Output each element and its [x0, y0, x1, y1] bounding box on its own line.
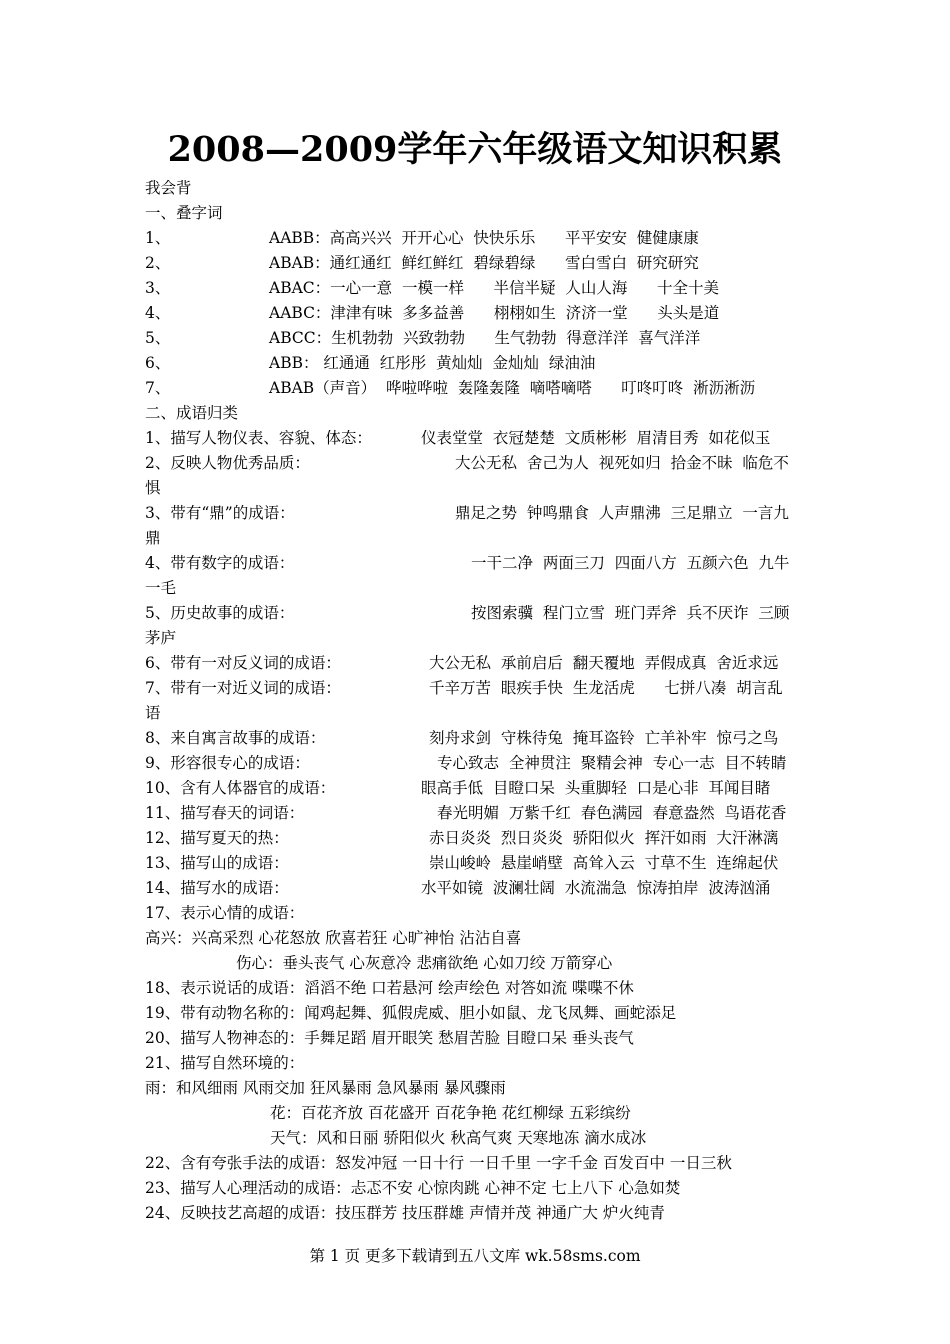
idiom-category	[145, 601, 810, 626]
idiom-category	[145, 776, 810, 801]
item-number: 1、	[145, 229, 171, 247]
item-number: 5、	[145, 329, 171, 347]
idiom-category	[145, 751, 810, 776]
item-text: ABB： 红通通 红彤彤 黄灿灿 金灿灿 绿油油	[269, 354, 596, 372]
page-footer: 第 1 页 更多下载请到五八文库 wk.58sms.com	[309, 1247, 641, 1265]
list-item	[145, 276, 810, 301]
text-line: 伤心：垂头丧气 心灰意冷 悲痛欲绝 心如刀绞 万箭穿心	[236, 954, 613, 972]
item-text: ABAB（声音） 哗啦哗啦 轰隆轰隆 嘀嗒嘀嗒 叮咚叮咚 淅沥淅沥	[269, 379, 756, 397]
idiom-category	[145, 676, 810, 701]
category-words: 一干二净 两面三刀 四面八方 五颜六色 九牛	[471, 554, 790, 572]
idiom-category	[145, 426, 810, 451]
category-words: 千辛万苦 眼疾手快 生龙活虎 七拼八凑 胡言乱	[429, 679, 783, 697]
section2-heading: 二、成语归类	[145, 404, 239, 422]
category-label: 13、描写山的成语：	[145, 854, 289, 872]
text-line: 雨：和风细雨 风雨交加 狂风暴雨 急风暴雨 暴风骤雨	[145, 1079, 506, 1097]
idiom-category	[145, 501, 810, 526]
item-number: 7、	[145, 379, 171, 397]
text-line: 高兴：兴高采烈 心花怒放 欣喜若狂 心旷神怡 沾沾自喜	[145, 929, 522, 947]
section1-heading: 一、叠字词	[145, 204, 223, 222]
category-label: 9、形容很专心的成语：	[145, 754, 310, 772]
category-wrap: 语	[145, 704, 161, 722]
category-label: 7、带有一对近义词的成语：	[145, 679, 341, 697]
item-text: ABAB：通红通红 鲜红鲜红 碧绿碧绿 雪白雪白 研究研究	[269, 254, 699, 272]
category-words: 水平如镜 波澜壮阔 水流湍急 惊涛拍岸 波涛汹涌	[421, 879, 771, 897]
idiom-category	[145, 851, 810, 876]
category-label: 2、反映人物优秀品质：	[145, 454, 310, 472]
item-text: ABAC：一心一意 一模一样 半信半疑 人山人海 十全十美	[269, 279, 719, 297]
category-label: 6、带有一对反义词的成语：	[145, 654, 341, 672]
category-wrap: 一毛	[145, 579, 177, 597]
intro-text: 我会背	[145, 179, 192, 197]
category-words: 鼎足之势 钟鸣鼎食 人声鼎沸 三足鼎立 一言九	[455, 504, 789, 522]
idiom-category	[145, 651, 810, 676]
category-label: 4、带有数字的成语：	[145, 554, 295, 572]
category-wrap: 惧	[145, 479, 161, 497]
list-item	[145, 226, 810, 251]
idiom-category	[145, 551, 810, 576]
category-words: 春光明媚 万紫千红 春色满园 春意盎然 鸟语花香	[437, 804, 787, 822]
text-line: 23、描写人心理活动的成语：忐忑不安 心惊肉跳 心神不定 七上八下 心急如焚	[145, 1179, 681, 1197]
category-words: 专心致志 全神贯注 聚精会神 专心一志 目不转睛	[437, 754, 787, 772]
item-text: ABCC：生机勃勃 兴致勃勃 生气勃勃 得意洋洋 喜气洋洋	[269, 329, 701, 347]
idiom-category	[145, 451, 810, 476]
item-text: AABB：高高兴兴 开开心心 快快乐乐 平平安安 健健康康	[269, 229, 699, 247]
category-label: 8、来自寓言故事的成语：	[145, 729, 326, 747]
item-number: 6、	[145, 354, 171, 372]
category-label: 1、描写人物仪表、容貌、体态：	[145, 429, 372, 447]
category-words: 赤日炎炎 烈日炎炎 骄阳似火 挥汗如雨 大汗淋漓	[429, 829, 779, 847]
item-number: 3、	[145, 279, 171, 297]
category-words: 眼高手低 目瞪口呆 头重脚轻 口是心非 耳闻目睹	[421, 779, 771, 797]
item-number: 2、	[145, 254, 171, 272]
list-item	[145, 251, 810, 276]
list-item	[145, 301, 810, 326]
text-line: 17、表示心情的成语：	[145, 904, 305, 922]
category-label: 3、带有“鼎”的成语：	[145, 504, 295, 522]
category-label: 5、历史故事的成语：	[145, 604, 295, 622]
category-wrap: 鼎	[145, 529, 161, 547]
category-wrap: 茅庐	[145, 629, 177, 647]
idiom-category	[145, 726, 810, 751]
item-number: 4、	[145, 304, 171, 322]
page-title: 2008—2009学年六年级语文知识积累	[167, 129, 783, 170]
text-line: 22、含有夸张手法的成语：怒发冲冠 一日十行 一日千里 一字千金 百发百中 一日三秋	[145, 1154, 732, 1172]
list-item	[145, 351, 810, 376]
category-words: 仪表堂堂 衣冠楚楚 文质彬彬 眉清目秀 如花似玉	[421, 429, 771, 447]
text-line: 19、带有动物名称的：闻鸡起舞、狐假虎威、胆小如鼠、龙飞凤舞、画蛇添足	[145, 1004, 677, 1022]
category-label: 10、含有人体器官的成语：	[145, 779, 336, 797]
category-words: 大公无私 承前启后 翻天覆地 弄假成真 舍近求远	[429, 654, 779, 672]
text-line: 天气：风和日丽 骄阳似火 秋高气爽 天寒地冻 滴水成冰	[270, 1129, 647, 1147]
list-item	[145, 376, 810, 401]
category-label: 12、描写夏天的热：	[145, 829, 289, 847]
list-item	[145, 326, 810, 351]
text-line: 18、表示说话的成语：滔滔不绝 口若悬河 绘声绘色 对答如流 喋喋不休	[145, 979, 634, 997]
category-words: 刻舟求剑 守株待兔 掩耳盗铃 亡羊补牢 惊弓之鸟	[429, 729, 779, 747]
category-words: 崇山峻岭 悬崖峭壁 高耸入云 寸草不生 连绵起伏	[429, 854, 779, 872]
text-line: 21、描写自然环境的：	[145, 1054, 305, 1072]
category-label: 11、描写春天的词语：	[145, 804, 305, 822]
idiom-category	[145, 826, 810, 851]
category-words: 大公无私 舍己为人 视死如归 拾金不昧 临危不	[455, 454, 789, 472]
category-words: 按图索骥 程门立雪 班门弄斧 兵不厌诈 三顾	[471, 604, 790, 622]
idiom-category	[145, 801, 810, 826]
idiom-category	[145, 876, 810, 901]
category-label: 14、描写水的成语：	[145, 879, 289, 897]
item-text: AABC：津津有味 多多益善 栩栩如生 济济一堂 头头是道	[269, 304, 720, 322]
text-line: 花：百花齐放 百花盛开 百花争艳 花红柳绿 五彩缤纷	[270, 1104, 631, 1122]
text-line: 24、反映技艺高超的成语：技压群芳 技压群雄 声情并茂 神通广大 炉火纯青	[145, 1204, 665, 1222]
text-line: 20、描写人物神态的：手舞足蹈 眉开眼笑 愁眉苦脸 目瞪口呆 垂头丧气	[145, 1029, 634, 1047]
